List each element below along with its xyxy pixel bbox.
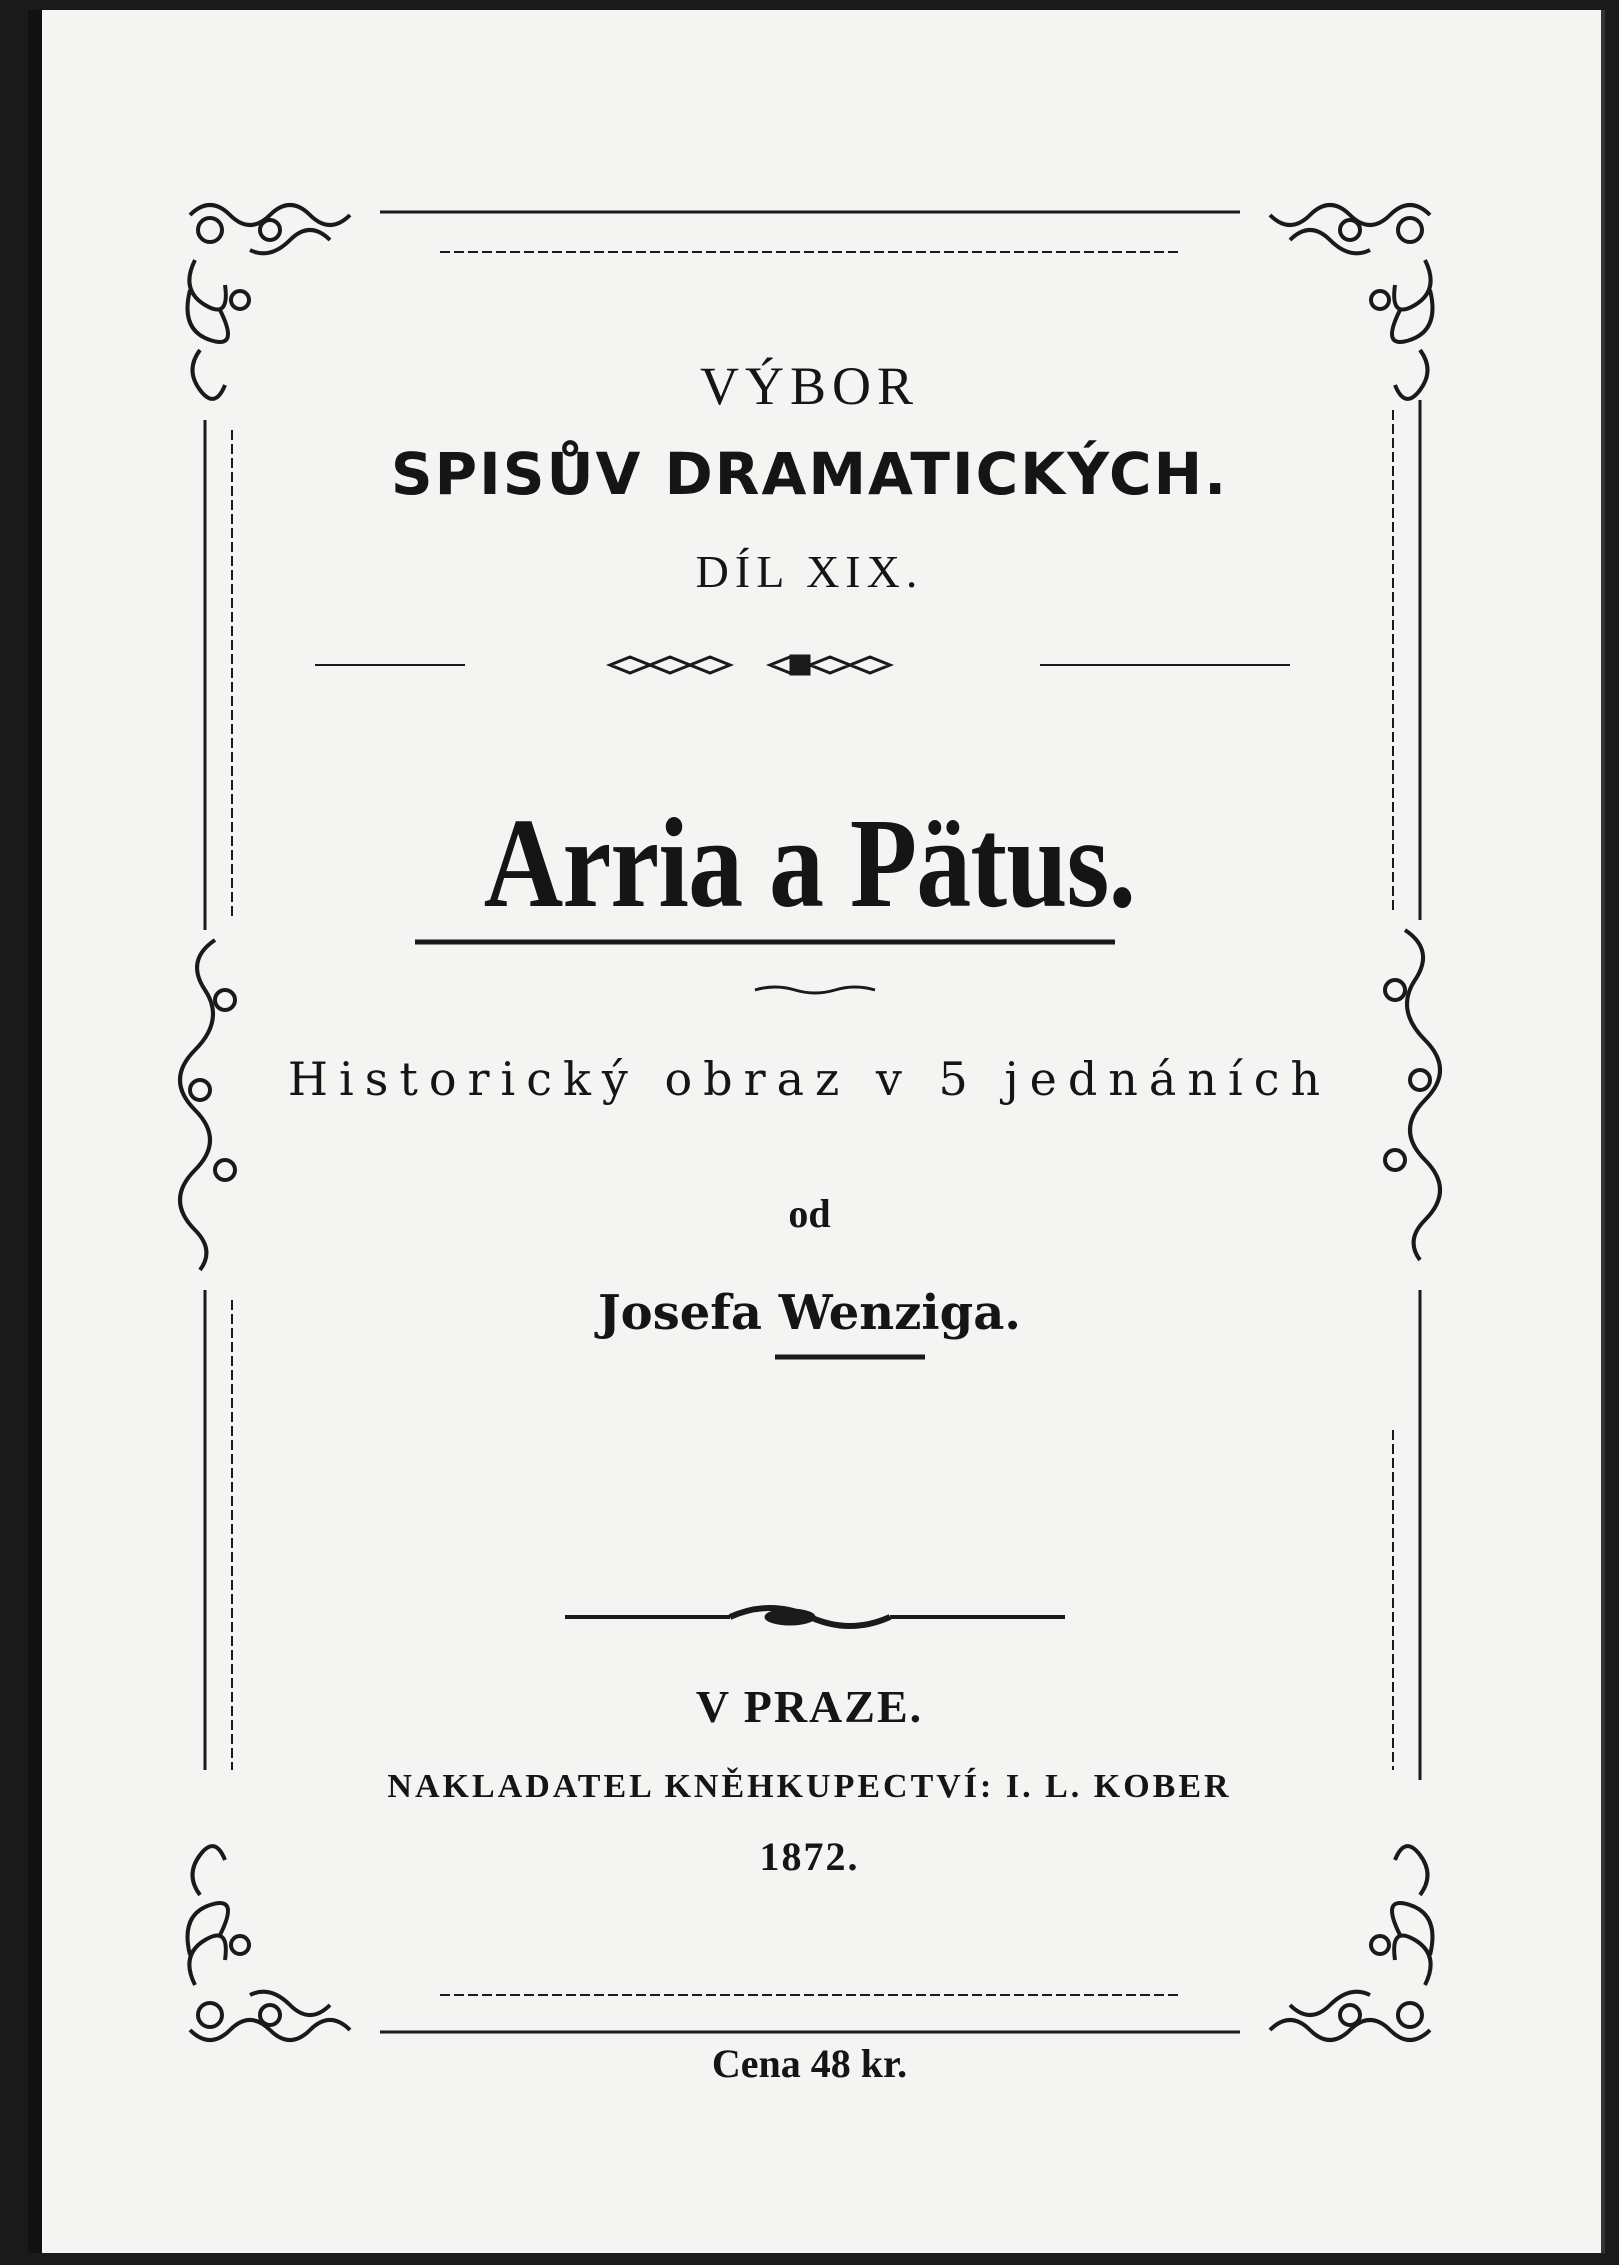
- series-title-line2: SPISŮV DRAMATICKÝCH.: [390, 440, 1229, 508]
- book-subtitle: Historický obraz v 5 jednáních: [287, 1052, 1332, 1106]
- publication-year: 1872.: [759, 1834, 860, 1879]
- author-name: Josefa Wenziga.: [597, 1285, 1022, 1341]
- book-title: Arria a Pätus.: [483, 792, 1136, 934]
- volume-label: DÍL XIX.: [695, 546, 924, 597]
- series-title-line1: VÝBOR: [699, 356, 920, 416]
- price-label: Cena 48 kr.: [711, 2041, 908, 2086]
- by-label: od: [788, 1191, 831, 1236]
- publisher-line: NAKLADATEL KNĚHKUPECTVÍ: I. L. KOBER: [387, 1768, 1232, 1805]
- publication-city: V PRAZE.: [695, 1681, 924, 1732]
